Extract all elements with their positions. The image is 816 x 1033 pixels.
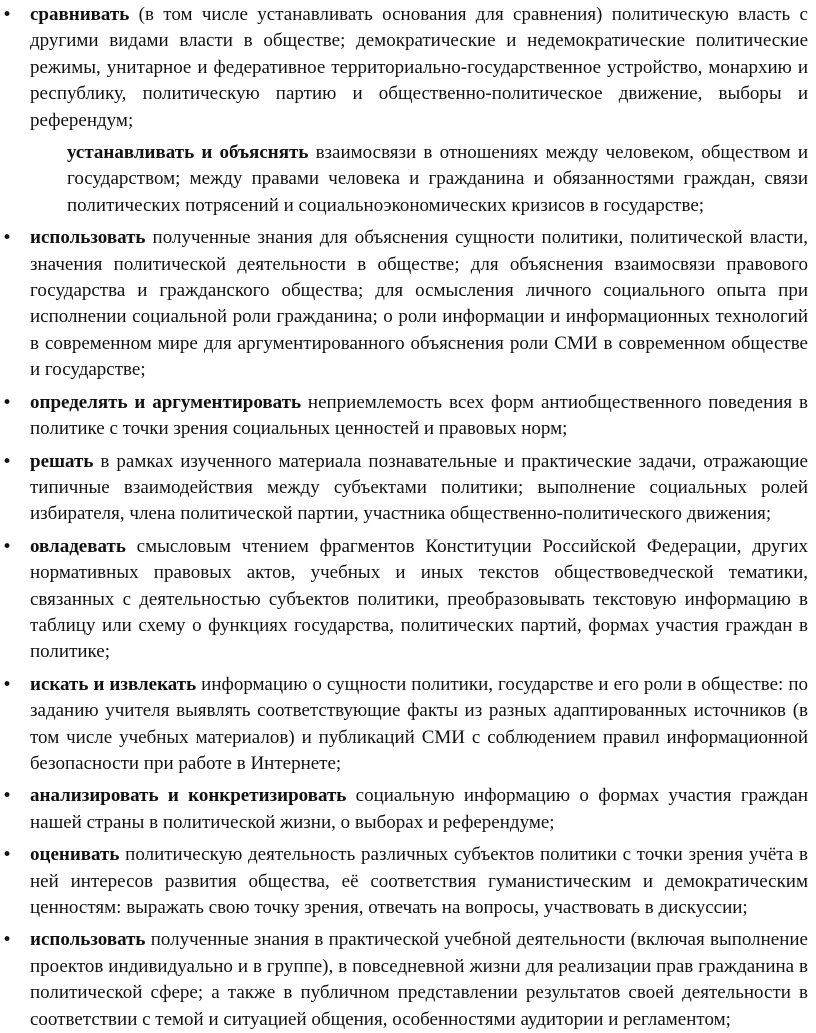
requirements-list xyxy=(0,2,808,1033)
item-keyword: определять и аргументировать xyxy=(30,391,302,413)
item-text: взаимосвязи в отношениях между человеком, обществом и государством; между правами человека и гражданина и обязанностями граждан, связи политических потрясений и социальноэкономических кризисов в государстве; xyxy=(67,142,809,216)
item-text: политическую деятельность различных субъектов политики с точки зрения учёта в ней интересов развития общества, её соответствия гуманистическим и демократическим ценностям: выражать свою точку зрения, отвечать на вопросы, участвовать в дискуссии; xyxy=(30,844,808,918)
item-keyword: устанавливать и объяснять xyxy=(67,142,309,164)
list-item xyxy=(0,842,808,921)
list-item xyxy=(0,783,808,836)
item-text: социальную информацию о формах участия граждан нашей страны в политической жизни, о выборах и референдуме; xyxy=(30,785,808,833)
list-item xyxy=(0,225,808,383)
list-item xyxy=(0,390,808,443)
item-keyword: овладевать xyxy=(30,535,126,557)
item-keyword: сравнивать xyxy=(30,4,130,25)
list-item xyxy=(0,927,808,1033)
item-text: информацию о сущности политики, государстве и его роли в обществе: по заданию учителя выявлять соответствующие факты из разных адаптированных источников (в том числе учебных материалов) и публикаций СМИ с соблюдением правил информационной безопасности при работе в Интернете; xyxy=(30,673,808,774)
list-item xyxy=(0,534,808,666)
item-text: полученные знания в практической учебной деятельности (включая выполнение проектов индивидуально и в группе), в повседневной жизни для реализации прав гражданина в политической сфере; а также в публичном представлении результатов своей деятельности в соответствии с темой и ситуацией общения, особенностями аудитории и регламентом; xyxy=(30,929,808,1030)
item-keyword: решать xyxy=(30,450,94,472)
list-item xyxy=(0,449,808,528)
item-keyword: анализировать и конкретизировать xyxy=(30,785,347,807)
list-item xyxy=(0,2,808,134)
item-keyword: использовать xyxy=(30,227,146,249)
list-item xyxy=(0,140,808,219)
item-keyword: искать и извлекать xyxy=(30,673,197,695)
list-item xyxy=(0,672,808,778)
item-keyword: использовать xyxy=(30,929,146,951)
item-keyword: оценивать xyxy=(30,844,120,866)
item-text: неприемлемость всех форм антиобщественного поведения в политике с точки зрения социальных ценностей и правовых норм; xyxy=(30,391,808,440)
item-text: (в том числе устанавливать основания для сравнения) политическую власть с другими видами власти в обществе; демократические и недемократические политические режимы, унитарное и федеративное территориально-государственное устройство, монархию и республику, политическую партию и общественно-политическое движение, выборы и референдум; xyxy=(30,4,808,131)
item-text: в рамках изученного материала познавательные и практические задачи, отражающие типичные взаимодействия между субъектами политики; выполнение социальных ролей избирателя, члена политической партии, участника общественно-политического движения; xyxy=(30,450,808,525)
item-text: полученные знания для объяснения сущности политики, политической власти, значения политической деятельности в обществе; для объяснения взаимосвязи правового государства и гражданского общества; для осмысления личного социального опыта при исполнении социальной роли гражданина; о роли информации и информационных технологий в современном мире для аргументированного объяснения роли СМИ в современном обществе и государстве; xyxy=(30,227,808,381)
item-text: смысловым чтением фрагментов Конституции Российской Федерации, других нормативных правовых актов, учебных и иных текстов обществоведческой тематики, связанных с деятельностью субъектов политики, преобразовывать текстовую информацию в таблицу или схему о функциях государства, политических партий, формах участия граждан в политике; xyxy=(30,535,808,663)
